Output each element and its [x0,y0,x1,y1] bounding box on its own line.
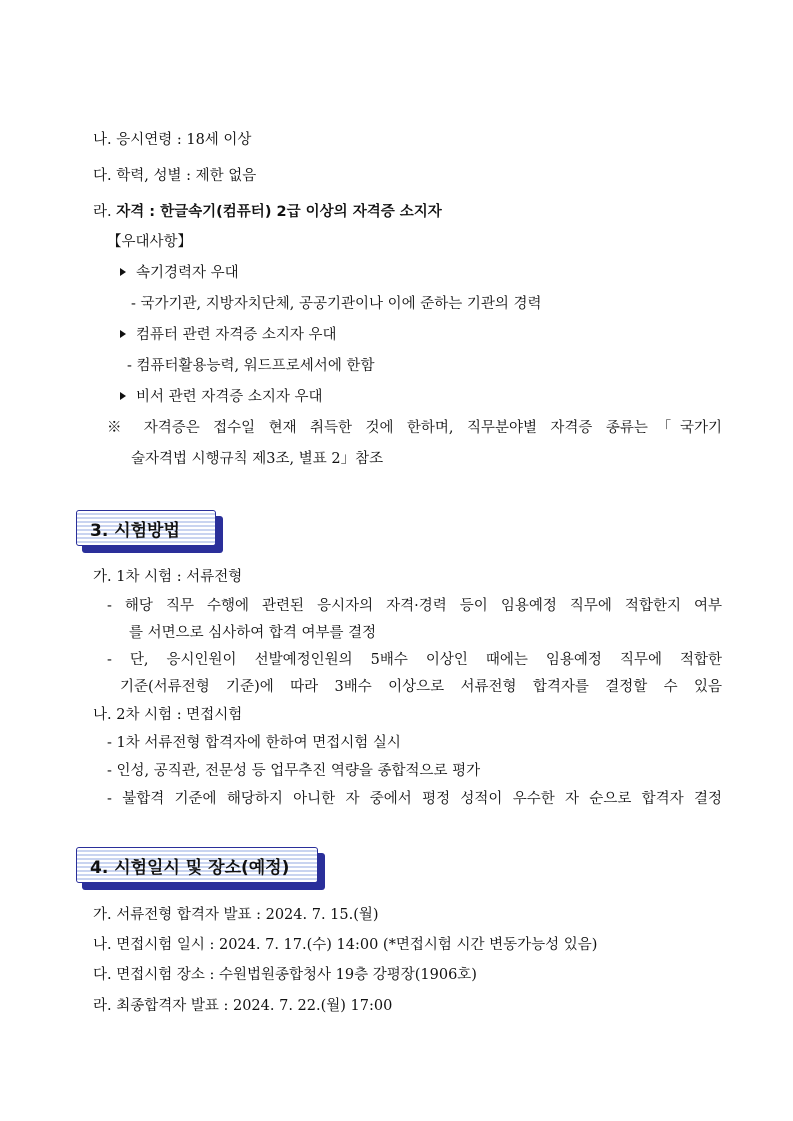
first-exam-detail-text: - 단, 응시인원이 선발예정인원의 5배수 이상인 때에는 임용예정 직무에 적합한 [107,652,722,668]
note-line [107,418,722,438]
triangle-bullet-icon [120,330,126,338]
education-requirement: 다. 학력, 성별 : 제한 없음 [93,168,257,184]
first-exam-title: 가. 1차 시험 : 서류전형 [93,569,243,585]
second-exam-detail-text: - 불합격 기준에 해당하지 아니한 자 중에서 평정 성적이 우수한 자 순으로 합격자 결정 [107,791,722,807]
preference-sub: - 컴퓨터활용능력, 워드프로세서에 한함 [127,358,375,374]
first-exam-detail-text: - 해당 직무 수행에 관련된 응시자의 자격·경력 등이 임용예정 직무에 적합한지 여부 [107,598,722,614]
heading-label: 4. 시험일시 및 장소(예정) [90,858,290,878]
second-exam-detail [107,789,722,809]
preference-label: 컴퓨터 관련 자격증 소지자 우대 [136,327,337,343]
note-text: ※ 자격증은 접수일 현재 취득한 것에 한하며, 직무분야별 자격증 종류는「국가기 [107,420,722,436]
preference-label: 속기경력자 우대 [136,265,239,281]
note-line-continued: 술자격법 시행규칙 제3조, 별표 2」참조 [131,451,384,467]
first-exam-detail-text: 기준(서류전형 기준)에 따라 3배수 이상으로 서류전형 합격자를 결정할 수 있음 [120,679,722,695]
preference-item [120,387,323,407]
qualification-prefix: 라. [93,204,117,220]
preference-item [120,263,239,283]
preference-title: 【우대사항】 [107,234,193,250]
schedule-item: 라. 최종합격자 발표 : 2024. 7. 22.(월) 17:00 [93,998,393,1014]
schedule-item: 가. 서류전형 합격자 발표 : 2024. 7. 15.(월) [93,907,379,923]
first-exam-detail [107,650,722,670]
preference-label: 비서 관련 자격증 소지자 우대 [136,389,323,405]
triangle-bullet-icon [120,392,126,400]
schedule-item: 나. 면접시험 일시 : 2024. 7. 17.(수) 14:00 (*면접시험 시간 변동가능성 있음) [93,937,598,953]
first-exam-detail-continued [120,677,722,697]
qualification-text: 자격 : 한글속기(컴퓨터) 2급 이상의 자격증 소지자 [116,204,442,220]
first-exam-detail [107,596,722,616]
second-exam-detail: - 1차 서류전형 합격자에 한하여 면접시험 실시 [107,735,401,751]
triangle-bullet-icon [120,268,126,276]
age-requirement: 나. 응시연령 : 18세 이상 [93,132,252,148]
second-exam-title: 나. 2차 시험 : 면접시험 [93,707,243,723]
schedule-item: 다. 면접시험 장소 : 수원법원종합청사 19층 강평장(1906호) [93,967,477,983]
qualification-requirement [93,202,442,222]
heading-label: 3. 시험방법 [90,521,180,541]
second-exam-detail: - 인성, 공직관, 전문성 등 업무추진 역량을 종합적으로 평가 [107,763,481,779]
first-exam-detail-continued: 를 서면으로 심사하여 합격 여부를 결정 [129,625,377,641]
preference-sub: - 국가기관, 지방자치단체, 공공기관이나 이에 준하는 기관의 경력 [131,296,542,312]
preference-item [120,325,337,345]
